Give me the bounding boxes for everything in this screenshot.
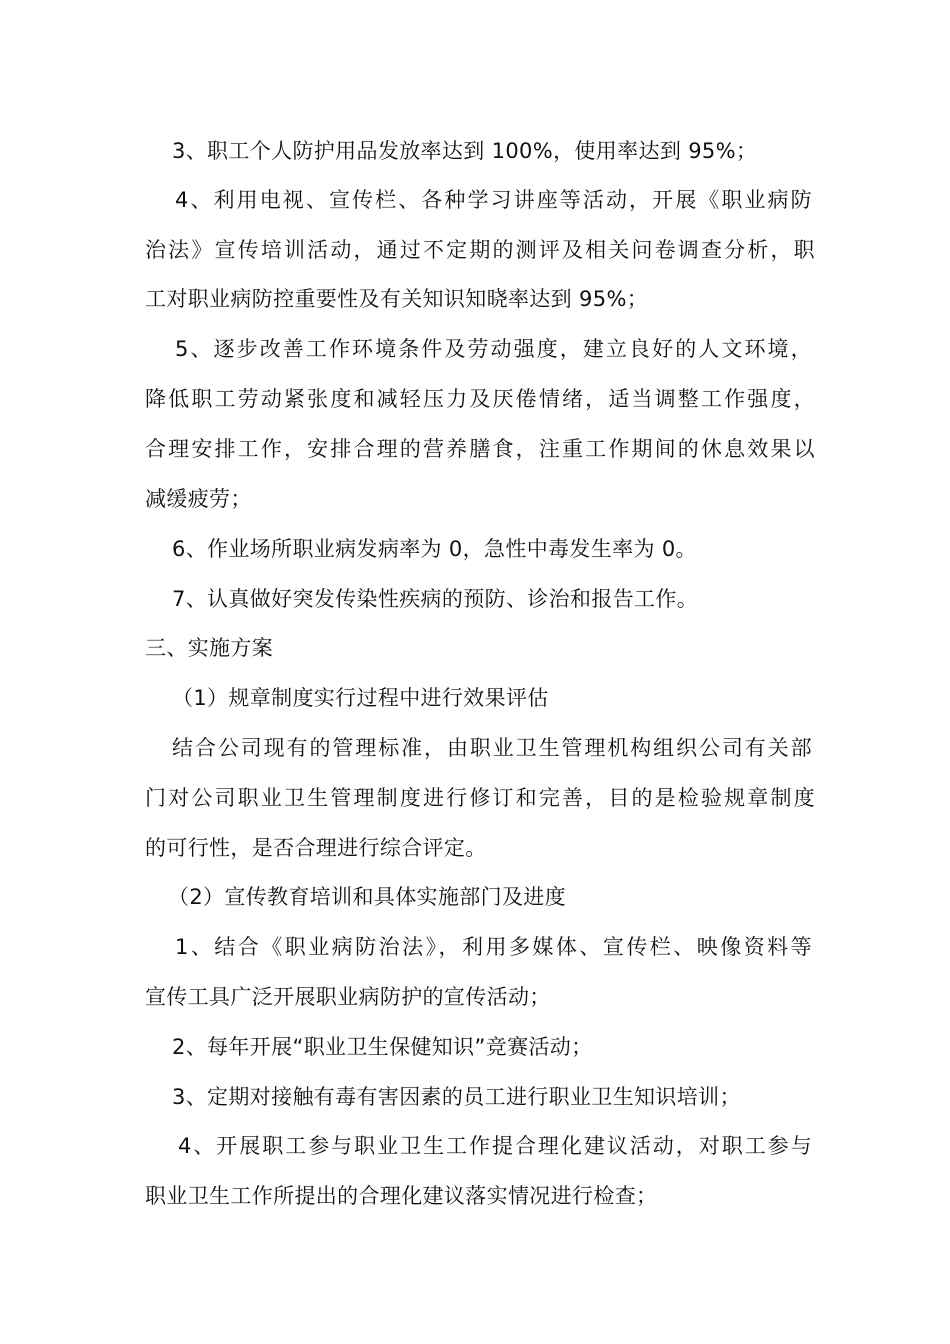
paragraph-line: 2、每年开展“职业卫生保健知识”竞赛活动； xyxy=(172,1035,593,1059)
paragraph-line: 5、逐步改善工作环境条件及劳动强度，建立良好的人文环境， xyxy=(175,337,812,361)
paragraph-line: 结合公司现有的管理标准，由职业卫生管理机构组织公司有关部 xyxy=(172,736,812,760)
paragraph-line: 3、定期对接触有毒有害因素的员工进行职业卫生知识培训； xyxy=(172,1085,741,1109)
paragraph-line: 门对公司职业卫生管理制度进行修订和完善，目的是检验规章制度 xyxy=(145,786,815,810)
paragraph-line: 4、开展职工参与职业卫生工作提合理化建议活动，对职工参与 xyxy=(178,1134,812,1158)
paragraph-line: 7、认真做好突发传染性疾病的预防、诊治和报告工作。 xyxy=(172,587,699,611)
paragraph-line: 1、结合《职业病防治法》，利用多媒体、宣传栏、映像资料等 xyxy=(175,935,812,959)
paragraph-line: 宣传工具广泛开展职业病防护的宣传活动； xyxy=(145,985,551,1009)
paragraph-line: 职业卫生工作所提出的合理化建议落实情况进行检查； xyxy=(145,1184,658,1208)
paragraph-line: 治法》宣传培训活动，通过不定期的测评及相关问卷调查分析，职 xyxy=(145,238,815,262)
paragraph-line: 4、利用电视、宣传栏、各种学习讲座等活动，开展《职业病防 xyxy=(175,188,812,212)
paragraph-line: 3、职工个人防护用品发放率达到 100%，使用率达到 95%； xyxy=(172,139,758,163)
paragraph-line: 的可行性，是否合理进行综合评定。 xyxy=(145,836,487,860)
paragraph-line: 6、作业场所职业病发病率为 0，急性中毒发生率为 0。 xyxy=(172,537,697,561)
paragraph-line: 降低职工劳动紧张度和减轻压力及厌倦情绪，适当调整工作强度， xyxy=(145,387,815,411)
subsection-heading: （1）规章制度实行过程中进行效果评估 xyxy=(172,686,549,710)
paragraph-line: 工对职业病防控重要性及有关知识知晓率达到 95%； xyxy=(145,287,649,311)
paragraph-line: 合理安排工作，安排合理的营养膳食，注重工作期间的休息效果以 xyxy=(145,437,815,461)
subsection-heading: （2）宣传教育培训和具体实施部门及进度 xyxy=(168,885,567,909)
section-heading: 三、实施方案 xyxy=(145,636,274,660)
paragraph-line: 减缓疲劳； xyxy=(145,487,252,511)
